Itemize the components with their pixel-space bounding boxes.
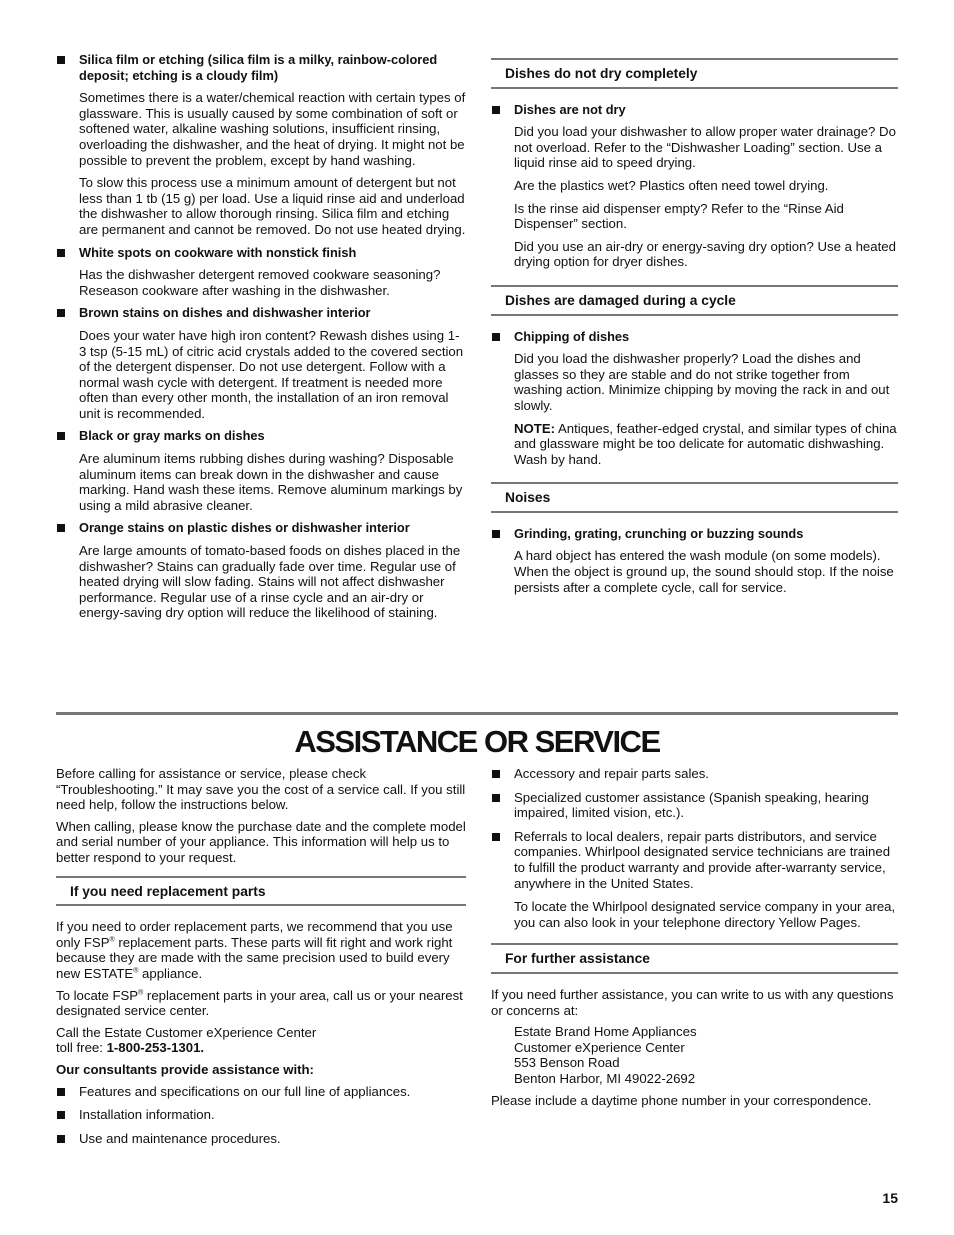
call-paragraph — [56, 1025, 466, 1056]
address-line: Customer eXperience Center — [514, 1039, 685, 1055]
intro-paragraph: Before calling for assistance or service, please check “Troubleshooting.” It may save you the cost of a service call. If you still need help, follow the instructions below. — [56, 766, 466, 813]
note-paragraph — [491, 421, 898, 468]
item-paragraph: Are aluminum items rubbing dishes during washing? Disposable aluminum items can break down in the dishwasher and cause marking. Hand wash these items. Remove aluminum markings by using a mild abrasive cleaner. — [79, 451, 463, 513]
parts-text: If you need to order replacement parts, we recommend that you use only FSP — [56, 919, 453, 950]
section-heading-parts: If you need replacement parts — [56, 876, 466, 907]
item-paragraph: Are large amounts of tomato-based foods on dishes placed in the dishwasher? Stains can gradually fade over time. Regular use of heated drying will slow fading. Stains will not affect dishwasher performance. Regular use of a rinse cycle and an air-dry or energy-saving dry option will reduce the likelihood of staining. — [79, 543, 461, 621]
note-text: Antiques, feather-edged crystal, and similar types of china and glassware might be too delicate for automatic dishwashing. Wash by hand. — [514, 420, 897, 467]
item-heading-white-spots: White spots on cookware with nonstick finish — [56, 245, 466, 261]
section-heading-damaged: Dishes are damaged during a cycle — [491, 285, 898, 316]
list-item: Installation information. — [56, 1107, 466, 1123]
troubleshooting-left-column — [56, 52, 466, 628]
phone-number: 1-800-253-1301. — [106, 1040, 205, 1056]
toll-free-label: toll free: — [56, 1040, 107, 1056]
toll-free-line — [56, 1040, 466, 1056]
address-line: Estate Brand Home Appliances — [514, 1024, 697, 1040]
registered-mark: ® — [138, 989, 144, 997]
item-heading-brown-stains: Brown stains on dishes and dishwasher interior — [56, 305, 466, 321]
item-paragraph: Is the rinse aid dispenser empty? Refer to the “Rinse Aid Dispenser” section. — [514, 200, 844, 232]
item-paragraph: Are the plastics wet? Plastics often need towel drying. — [514, 177, 829, 193]
parts-text: To locate FSP — [56, 987, 139, 1003]
intro-paragraph: When calling, please know the purchase date and the complete model and serial number of your appliance. This information will help us to better respond to your request. — [56, 818, 466, 865]
item-heading-not-dry: Dishes are not dry — [491, 102, 898, 118]
parts-paragraph — [56, 919, 466, 981]
item-heading-grinding: Grinding, grating, crunching or buzzing sounds — [491, 526, 898, 542]
list-item: Features and specifications on our full line of appliances. — [56, 1084, 466, 1100]
address-line: Benton Harbor, MI 49022-2692 — [514, 1070, 696, 1086]
section-heading-further: For further assistance — [491, 943, 898, 974]
assistance-left-column — [56, 766, 466, 1154]
locate-paragraph: To locate the Whirlpool designated service company in your area, you can also look in your telephone directory Yellow Pages. — [514, 899, 896, 930]
item-heading-chipping: Chipping of dishes — [491, 329, 898, 345]
address-line: 553 Benson Road — [514, 1055, 620, 1071]
item-paragraph: Does your water have high iron content? Rewash dishes using 1-3 tsp (5-15 mL) of citric acid crystals added to the covered section of the detergent dispenser. Do not use detergent. Follow with a normal wash cycle with detergent. If treatment is needed more often than every other month, the installation of an iron removal unit is recommended. — [79, 327, 464, 421]
item-paragraph: To slow this process use a minimum amount of detergent but not less than 1 tb (15 g) per load. Use a liquid rinse aid and underload the dishwasher to allow thorough rinsing. Silica film and etching are permanent and cannot be removed. Do not use heated drying. — [79, 175, 466, 237]
section-divider — [56, 712, 898, 715]
assistance-right-column — [491, 766, 898, 1114]
page-title: ASSISTANCE OR SERVICE — [294, 724, 660, 759]
page-number: 15 — [882, 1190, 898, 1206]
item-paragraph: Sometimes there is a water/chemical reaction with certain types of glassware. This is usually caused by some combination of soft or softened water, alkaline washing solutions, insufficient rinsing, overloading the dishwasher, and the heat of drying. It might not be possible to prevent the problem, except by hand washing. — [79, 90, 466, 168]
list-item: Referrals to local dealers, repair parts distributors, and service companies. Whirlpool designated service technicians are trained to fulfill the product warranty and provide after-warranty service, anywhere in the United States. — [491, 829, 898, 891]
section-heading-dry: Dishes do not dry completely — [491, 58, 898, 89]
parts-text: appliance. — [138, 965, 203, 981]
item-paragraph: Has the dishwasher detergent removed cookware seasoning? Reseason cookware after washing in the dishwasher. — [79, 267, 441, 298]
call-line: Call the Estate Customer eXperience Center — [56, 1024, 317, 1040]
item-paragraph: Did you use an air-dry or energy-saving dry option? Use a heated drying option for dryer dishes. — [514, 238, 896, 270]
item-heading-silica: Silica film or etching (silica film is a milky, rainbow-colored deposit; etching is a cloudy film) — [56, 52, 466, 83]
item-heading-black-marks: Black or gray marks on dishes — [56, 428, 466, 444]
consultants-heading: Our consultants provide assistance with: — [56, 1061, 314, 1077]
further-intro: If you need further assistance, you can write to us with any questions or concerns at: — [491, 986, 894, 1018]
item-paragraph: Did you load the dishwasher properly? Load the dishes and glasses so they are stable and do not strike together from washing action. Minimize chipping by moving the rack in and out slowly. — [514, 351, 890, 413]
registered-mark: ® — [109, 936, 115, 944]
mailing-address — [491, 1024, 898, 1086]
item-paragraph: Did you load your dishwasher to allow proper water drainage? Do not overload. Refer to the “Dishwasher Loading” section. Use a liquid rinse aid to speed drying. — [514, 124, 896, 171]
item-paragraph: A hard object has entered the wash module (on some models). When the object is ground up, the sound should stop. If the noise persists after a complete cycle, call for service. — [514, 548, 894, 595]
note-label: NOTE: — [514, 420, 556, 436]
closing-paragraph: Please include a daytime phone number in your correspondence. — [491, 1092, 872, 1108]
item-heading-orange-stains: Orange stains on plastic dishes or dishwasher interior — [56, 520, 466, 536]
section-heading-noises: Noises — [491, 482, 898, 513]
troubleshooting-right-column — [491, 58, 898, 602]
parts-text: replacement parts in your area, call us or your nearest designated service center. — [56, 987, 463, 1019]
parts-text: replacement parts. These parts will fit right and work right because they are made with the same precision used to build every new ESTATE — [56, 934, 453, 981]
list-item: Specialized customer assistance (Spanish speaking, hearing impaired, limited vision, etc.). — [491, 790, 898, 821]
list-item: Use and maintenance procedures. — [56, 1131, 466, 1147]
parts-paragraph — [56, 988, 466, 1019]
list-item: Accessory and repair parts sales. — [491, 766, 898, 782]
registered-mark: ® — [133, 967, 139, 975]
